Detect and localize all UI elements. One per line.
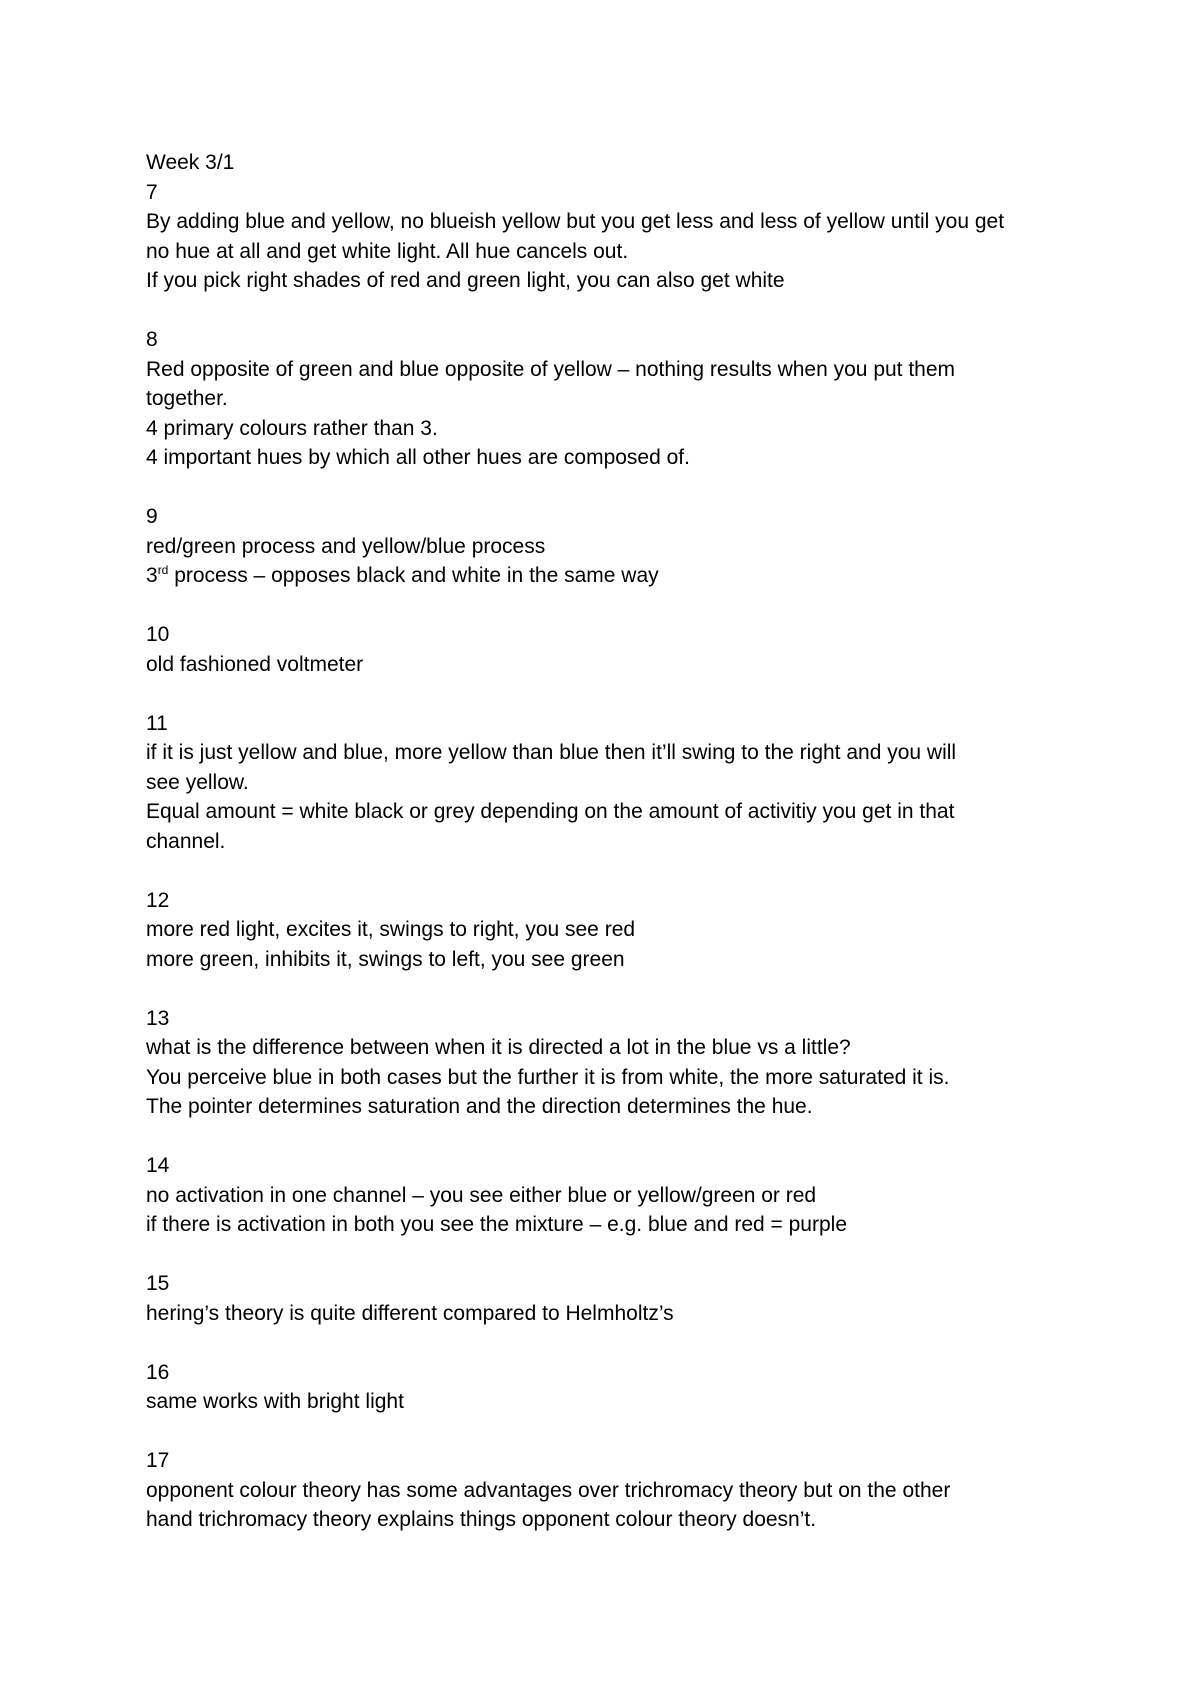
text-line: 4 important hues by which all other hues are composed of. <box>146 446 690 469</box>
text-line: no activation in one channel – you see either blue or yellow/green or red <box>146 1183 817 1207</box>
section-13 <box>146 1004 1076 1122</box>
text-line: see yellow. <box>146 770 249 794</box>
section-number: 17 <box>146 1449 170 1472</box>
text-line: If you pick right shades of red and green light, you can also get white <box>146 269 785 292</box>
section-number: 13 <box>146 1006 170 1030</box>
section-number: 14 <box>146 1154 170 1177</box>
text-line: same works with bright light <box>146 1390 404 1413</box>
text-line: Red opposite of green and blue opposite of yellow – nothing results when you put them <box>146 357 956 381</box>
section-number: 12 <box>146 888 170 912</box>
section-12 <box>146 886 1076 975</box>
section-number: 9 <box>146 505 158 528</box>
section-8 <box>146 325 1076 473</box>
section-9 <box>146 502 1076 591</box>
text-line: 4 primary colours rather than 3. <box>146 416 438 440</box>
section-7 <box>146 178 1076 296</box>
ordinal-number: 3 <box>146 564 158 587</box>
section-10 <box>146 620 1076 679</box>
section-number: 15 <box>146 1272 170 1295</box>
text-line: opponent colour theory has some advantages over trichromacy theory but on the other <box>146 1478 951 1502</box>
text-line: if it is just yellow and blue, more yellow than blue then it’ll swing to the right and you will <box>146 741 957 764</box>
text-line: more red light, excites it, swings to right, you see red <box>146 918 636 941</box>
text-line: You perceive blue in both cases but the further it is from white, the more saturated it is. <box>146 1065 950 1089</box>
text-line: no hue at all and get white light. All hue cancels out. <box>146 239 629 263</box>
text-line: The pointer determines saturation and the direction determines the hue. <box>146 1095 813 1118</box>
section-number: 10 <box>146 623 170 646</box>
section-number: 8 <box>146 328 158 351</box>
ordinal-suffix: rd <box>157 563 169 577</box>
text-line-ordinal <box>146 561 1076 591</box>
section-11 <box>146 709 1076 857</box>
section-number: 11 <box>146 711 168 735</box>
text-line: more green, inhibits it, swings to left, you see green <box>146 947 625 971</box>
section-number: 16 <box>146 1360 170 1384</box>
document-page <box>146 148 1076 1535</box>
page-title: Week 3/1 <box>146 151 235 174</box>
section-17 <box>146 1446 1076 1535</box>
section-16 <box>146 1358 1076 1417</box>
text-line: old fashioned voltmeter <box>146 652 364 676</box>
text-line: By adding blue and yellow, no blueish yellow but you get less and less of yellow until you get <box>146 210 1005 233</box>
text-line: what is the difference between when it is directed a lot in the blue vs a little? <box>146 1036 851 1059</box>
text-line: together. <box>146 387 228 410</box>
text-line: red/green process and yellow/blue process <box>146 534 546 558</box>
section-15 <box>146 1269 1076 1328</box>
text-line: hand trichromacy theory explains things opponent colour theory doesn’t. <box>146 1508 817 1531</box>
section-number: 7 <box>146 180 158 204</box>
text-line: Equal amount = white black or grey depending on the amount of activitiy you get in that <box>146 800 955 823</box>
text-line: if there is activation in both you see the mixture – e.g. blue and red = purple <box>146 1213 848 1236</box>
text-line: hering’s theory is quite different compared to Helmholtz’s <box>146 1301 674 1325</box>
section-14 <box>146 1151 1076 1240</box>
ordinal-text: process – opposes black and white in the same way <box>168 564 659 587</box>
text-line: channel. <box>146 829 226 853</box>
